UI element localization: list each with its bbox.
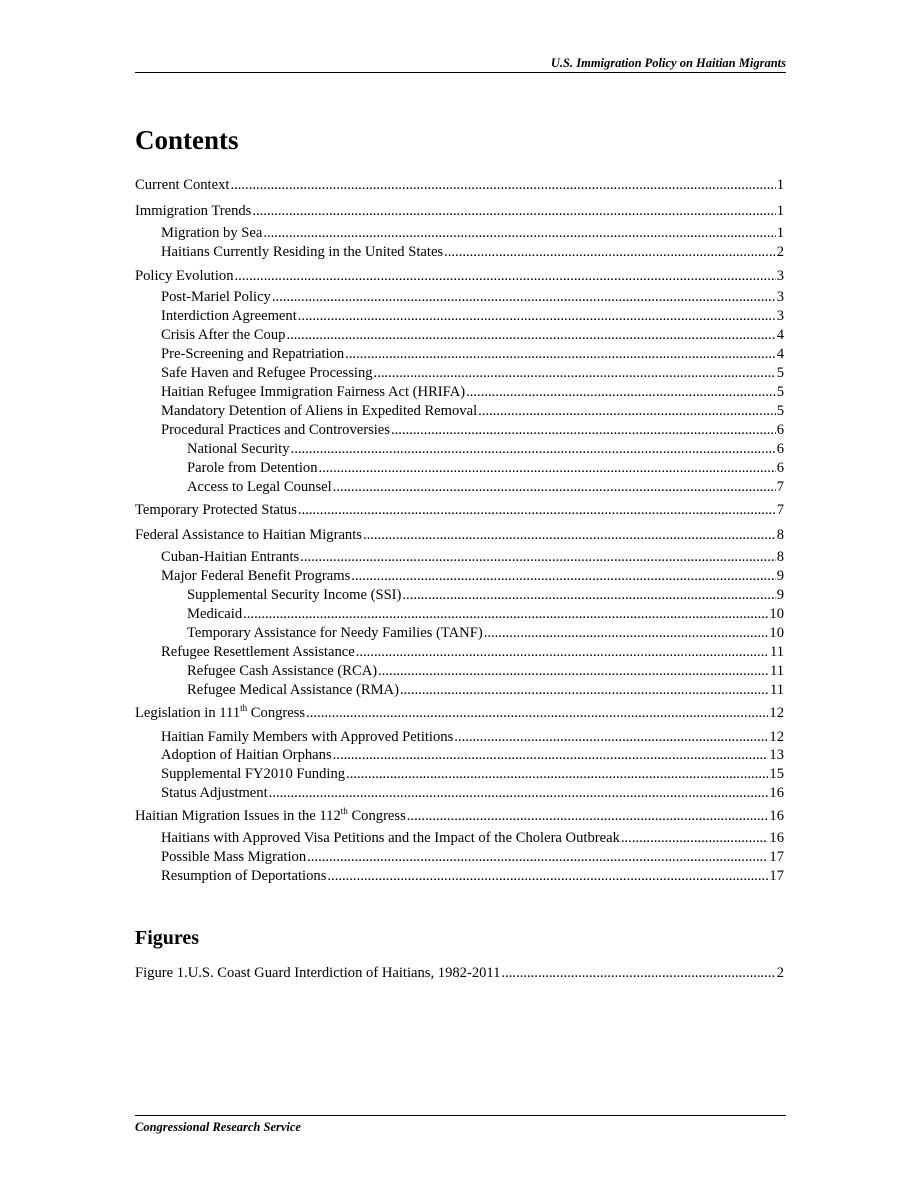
toc-entry-title [135, 807, 406, 826]
dot-leader [346, 765, 768, 784]
figures-heading: Figures [135, 927, 200, 949]
toc-entry[interactable] [135, 662, 784, 681]
running-header: U.S. Immigration Policy on Haitian Migrants [550, 56, 786, 70]
toc-entry[interactable] [135, 829, 784, 848]
toc-entry-title: Haitian Family Members with Approved Petitions [161, 729, 454, 745]
dot-leader [444, 243, 776, 262]
toc-entry-title: Refugee Medical Assistance (RMA) [187, 682, 399, 698]
toc-entry[interactable] [135, 364, 784, 383]
toc-entry-title: Immigration Trends [135, 203, 252, 219]
toc-entry[interactable] [135, 784, 784, 803]
toc-entry[interactable] [135, 224, 784, 243]
dot-leader [272, 288, 776, 307]
dot-leader [327, 867, 768, 886]
toc-entry[interactable] [135, 267, 784, 286]
toc-entry-page: 8 [776, 527, 784, 543]
toc-entry-title: Medicaid [187, 606, 243, 622]
toc-entry-title: Policy Evolution [135, 268, 234, 284]
toc-entry-title: Temporary Assistance for Needy Families (TANF) [187, 625, 483, 641]
toc-entry[interactable] [135, 746, 784, 765]
dot-leader [374, 364, 776, 383]
toc-entry[interactable] [135, 402, 784, 421]
dot-leader [307, 848, 768, 867]
ordinal-suffix: th [340, 806, 348, 817]
dot-leader [230, 176, 775, 195]
toc-entry-page: 15 [769, 766, 784, 782]
toc-entry-page: 6 [776, 441, 784, 457]
dot-leader [333, 478, 776, 497]
toc-entry[interactable] [135, 243, 784, 262]
toc-entry[interactable] [135, 383, 784, 402]
toc-entry[interactable] [135, 624, 784, 643]
toc-entry-page: 5 [776, 384, 784, 400]
toc-entry-title: Crisis After the Coup [161, 327, 286, 343]
toc-entry[interactable] [135, 345, 784, 364]
dot-leader [391, 421, 776, 440]
dot-leader [243, 605, 768, 624]
toc-entry[interactable] [135, 807, 784, 826]
toc-entry[interactable] [135, 605, 784, 624]
toc-entry-page: 1 [776, 203, 784, 219]
toc-entry-title: Procedural Practices and Controversies [161, 422, 390, 438]
dot-leader [351, 567, 775, 586]
dot-leader [263, 224, 775, 243]
toc-entry-page: 8 [776, 549, 784, 565]
contents-heading: Contents [135, 125, 239, 155]
toc-entry-title: Pre-Screening and Repatriation [161, 346, 345, 362]
dot-leader [269, 784, 769, 803]
toc-entry-page: 9 [776, 568, 784, 584]
toc-entry-page: 1 [776, 225, 784, 241]
toc-entry[interactable] [135, 326, 784, 345]
toc-entry-page: 3 [776, 268, 784, 284]
toc-entry[interactable] [135, 176, 784, 195]
toc-entry[interactable] [135, 307, 784, 326]
dot-leader [356, 643, 769, 662]
toc-entry-page: 12 [769, 705, 784, 721]
dot-leader [621, 829, 769, 848]
toc-entry[interactable] [135, 202, 784, 221]
toc-entry-page: 9 [776, 587, 784, 603]
toc-entry-title: Possible Mass Migration [161, 849, 307, 865]
toc-entry-title: Supplemental Security Income (SSI) [187, 587, 402, 603]
toc-entry-title: Adoption of Haitian Orphans [161, 747, 332, 763]
toc-entry[interactable] [135, 440, 784, 459]
toc-entry[interactable] [135, 728, 784, 747]
dot-leader [478, 402, 776, 421]
toc-entry[interactable] [135, 765, 784, 784]
figure-entry-title: Figure 1.U.S. Coast Guard Interdiction of Haitians, 1982-2011 [135, 965, 501, 981]
toc-entry-title: Temporary Protected Status [135, 502, 297, 518]
toc-entry[interactable] [135, 586, 784, 605]
dot-leader [235, 267, 776, 286]
toc-entry-page: 13 [769, 747, 784, 763]
dot-leader [400, 681, 769, 700]
toc-entry-title: National Security [187, 441, 290, 457]
toc-entry-title: Refugee Resettlement Assistance [161, 644, 355, 660]
toc-entry-page: 5 [776, 403, 784, 419]
toc-entry-page: 5 [776, 365, 784, 381]
dot-leader [319, 459, 776, 478]
toc-entry-title: Supplemental FY2010 Funding [161, 766, 346, 782]
toc-entry[interactable] [135, 526, 784, 545]
toc-entry-page: 2 [776, 244, 784, 260]
toc-entry-title: Interdiction Agreement [161, 308, 297, 324]
toc-entry-page: 3 [776, 308, 784, 324]
dot-leader [454, 728, 768, 747]
title-text: Congress [347, 808, 406, 824]
toc-entry-title: Haitians with Approved Visa Petitions and the Impact of the Cholera Outbreak [161, 830, 620, 846]
toc-entry-page: 10 [769, 625, 784, 641]
toc-entry-page: 6 [776, 460, 784, 476]
title-text: Congress [247, 705, 306, 721]
dot-leader [466, 383, 776, 402]
dot-leader [345, 345, 776, 364]
dot-leader [300, 548, 776, 567]
toc-entry-title: Federal Assistance to Haitian Migrants [135, 527, 362, 543]
toc-entry-title: Haitian Refugee Immigration Fairness Act (HRIFA) [161, 384, 466, 400]
footer-rule [135, 1115, 786, 1116]
toc-entry-title: Safe Haven and Refugee Processing [161, 365, 373, 381]
dot-leader [363, 526, 776, 545]
toc-entry-title: Haitians Currently Residing in the United States [161, 244, 444, 260]
toc-entry-page: 7 [776, 502, 784, 518]
toc-entry-title: Mandatory Detention of Aliens in Expedited Removal [161, 403, 478, 419]
toc-entry[interactable] [135, 421, 784, 440]
dot-leader [298, 307, 776, 326]
toc-entry[interactable] [135, 459, 784, 478]
dot-leader [484, 624, 769, 643]
toc-entry-title: Post-Mariel Policy [161, 289, 271, 305]
toc-entry[interactable] [135, 681, 784, 700]
toc-entry-page: 1 [776, 177, 784, 193]
toc-entry-page: 3 [776, 289, 784, 305]
toc-entry[interactable] [135, 501, 784, 520]
toc-entry-page: 17 [769, 849, 784, 865]
toc-entry-title: Migration by Sea [161, 225, 263, 241]
toc-entry-title: Parole from Detention [187, 460, 318, 476]
toc-entry-page: 11 [769, 663, 784, 679]
toc-entry[interactable] [135, 478, 784, 497]
toc-entry-page: 6 [776, 422, 784, 438]
toc-entry-page: 10 [769, 606, 784, 622]
toc-entry-page: 11 [769, 682, 784, 698]
dot-leader [333, 746, 769, 765]
toc-entry[interactable] [135, 288, 784, 307]
figure-entry-page: 2 [776, 965, 784, 981]
toc-entry-page: 12 [769, 729, 784, 745]
dot-leader [501, 964, 775, 983]
title-text: Legislation in 111 [135, 705, 241, 721]
dot-leader [291, 440, 776, 459]
toc-entry-page: 16 [769, 808, 784, 824]
toc-entry[interactable] [135, 567, 784, 586]
toc-entry[interactable] [135, 704, 784, 723]
toc-entry-page: 4 [776, 346, 784, 362]
toc-entry-title [135, 704, 305, 723]
dot-leader [378, 662, 769, 681]
toc-entry[interactable] [135, 867, 784, 886]
toc-entry[interactable] [135, 643, 784, 662]
toc-entry-page: 11 [769, 644, 784, 660]
dot-leader [407, 807, 769, 826]
toc-entry-title: Access to Legal Counsel [187, 479, 332, 495]
toc-entry-page: 7 [776, 479, 784, 495]
toc-entry-title: Current Context [135, 177, 230, 193]
dot-leader [402, 586, 775, 605]
dot-leader [298, 501, 776, 520]
figure-entry[interactable] [135, 964, 784, 983]
dot-leader [252, 202, 775, 221]
toc-entry-title: Refugee Cash Assistance (RCA) [187, 663, 378, 679]
header-rule [135, 72, 786, 73]
toc-entry-title: Resumption of Deportations [161, 868, 327, 884]
toc-entry[interactable] [135, 848, 784, 867]
toc-entry-title: Major Federal Benefit Programs [161, 568, 351, 584]
toc-entry-title: Cuban-Haitian Entrants [161, 549, 300, 565]
toc-entry-page: 16 [769, 785, 784, 801]
toc-entry-page: 17 [769, 868, 784, 884]
title-text: Haitian Migration Issues in the 112 [135, 808, 341, 824]
toc-entry-title: Status Adjustment [161, 785, 268, 801]
toc-entry-page: 16 [769, 830, 784, 846]
dot-leader [286, 326, 775, 345]
toc-entry[interactable] [135, 548, 784, 567]
running-footer: Congressional Research Service [135, 1120, 301, 1134]
dot-leader [306, 704, 768, 723]
ordinal-suffix: th [240, 703, 248, 714]
toc-entry-page: 4 [776, 327, 784, 343]
